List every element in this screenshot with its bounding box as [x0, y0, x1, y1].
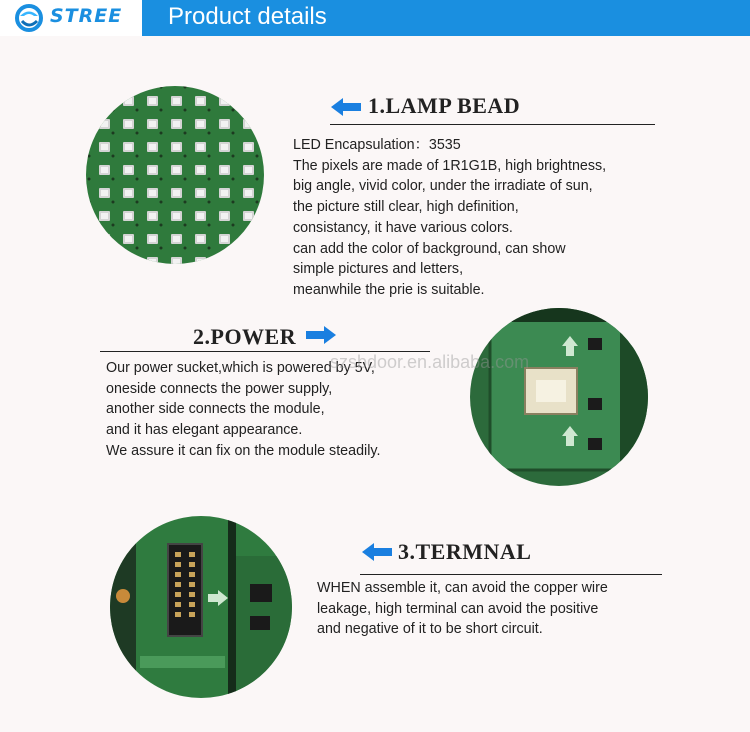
title-banner [142, 0, 750, 36]
divider [330, 124, 655, 125]
right-arrow-icon [306, 326, 336, 344]
divider [360, 574, 662, 575]
brand-logo-text: STREE [50, 5, 123, 27]
watermark-text: szsbdoor.en.alibaba.com [330, 352, 530, 372]
section-heading-power: 2.POWER [193, 324, 297, 349]
text-line: LED Encapsulation：3535 [293, 137, 461, 153]
text-line: the picture still clear, high definition, [293, 199, 519, 216]
section-heading-terminal: 3.TERMNAL [398, 539, 532, 564]
text-line: Our power sucket,which is powered by 5V, [106, 360, 375, 376]
text-line: big angle, vivid color, under the irradiate of sun, [293, 178, 593, 195]
text-line: simple pictures and letters, [293, 261, 464, 278]
text-line: can add the color of background, can show [293, 240, 566, 257]
text-line: and negative of it to be short circuit. [317, 621, 543, 638]
section-heading-lamp-bead: 1.LAMP BEAD [368, 93, 521, 118]
page-title: Product details [168, 3, 327, 30]
lamp-bead-description [293, 135, 606, 301]
left-arrow-icon [331, 98, 361, 116]
text-line: WHEN assemble it, can avoid the copper wire [317, 580, 608, 596]
text-line: meanwhile the prie is suitable. [293, 281, 485, 298]
text-line: The pixels are made of 1R1G1B, high brightness, [293, 157, 607, 174]
terminal-photo [110, 516, 292, 698]
text-line: oneside connects the power supply, [106, 380, 333, 397]
power-description [106, 358, 380, 462]
left-arrow-icon [362, 543, 392, 561]
text-line: leakage, high terminal can avoid the positive [317, 600, 599, 617]
terminal-description [317, 578, 608, 640]
lamp-bead-photo [86, 86, 264, 264]
header-bar [0, 0, 750, 36]
text-line: We assure it can fix on the module steadily. [106, 442, 381, 459]
power-socket-photo [470, 308, 648, 486]
text-line: consistancy, it have various colors. [293, 219, 513, 236]
text-line: and it has elegant appearance. [106, 422, 303, 439]
text-line: another side connects the module, [106, 401, 325, 418]
